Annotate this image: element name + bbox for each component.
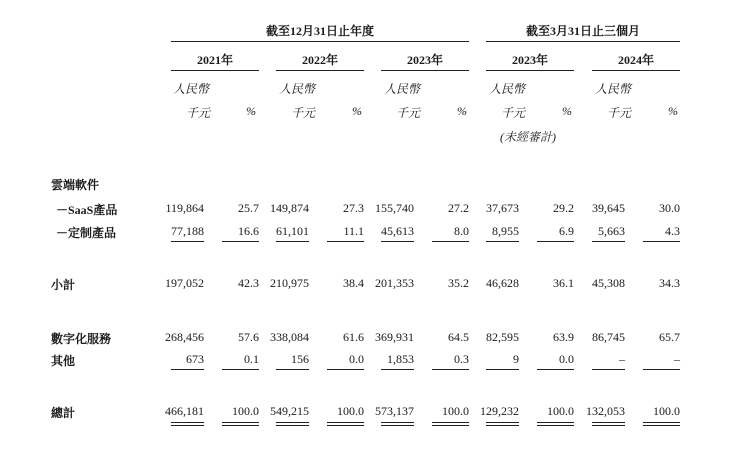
table-cell-others-2: 156: [291, 352, 309, 366]
period-header-2024-q1: 2024年: [617, 53, 654, 67]
table-cell-custom-6: 8,955: [492, 224, 519, 238]
total-rule: [276, 369, 309, 370]
table-cell-saas-3: 27.3: [343, 201, 364, 215]
row-label-cloud-software: 雲端軟件: [51, 178, 100, 192]
period-rule-2023: [381, 70, 469, 71]
table-cell-others-9: –: [674, 352, 680, 366]
table-cell-others-1: 0.1: [244, 352, 259, 366]
table-cell-digital-services-8: 86,745: [592, 330, 625, 344]
unit-thousand: 千元: [501, 106, 526, 120]
period-header-2023-q1: 2023年: [511, 53, 548, 67]
unit-currency: 人民幣: [384, 82, 421, 96]
table-cell-subtotal-4: 201,353: [375, 276, 414, 290]
row-label-custom: －定制產品: [56, 226, 117, 240]
total-double-rule: [537, 422, 574, 423]
group-header-three-months: 截至3月31日止三個月: [525, 24, 640, 38]
table-cell-saas-5: 27.2: [448, 201, 469, 215]
row-label-digital-services: 數字化服務: [51, 332, 112, 346]
period-header-2022: 2022年: [301, 53, 338, 67]
table-cell-saas-1: 25.7: [238, 201, 259, 215]
table-cell-custom-0: 77,188: [171, 224, 204, 238]
table-cell-subtotal-7: 36.1: [553, 276, 574, 290]
group-header-year-ended-rule: [171, 41, 469, 42]
table-cell-digital-services-9: 65.7: [659, 330, 680, 344]
total-double-rule: [537, 425, 574, 426]
row-label-total: 總計: [51, 406, 76, 420]
table-cell-total-4: 573,137: [375, 404, 414, 418]
row-label-others: 其他: [51, 354, 76, 368]
table-cell-total-8: 132,053: [586, 404, 625, 418]
table-cell-others-8: –: [619, 352, 625, 366]
table-cell-total-6: 129,232: [480, 404, 519, 418]
table-cell-saas-8: 39,645: [592, 201, 625, 215]
total-double-rule: [381, 422, 414, 423]
total-double-rule: [327, 422, 364, 423]
total-double-rule: [643, 425, 680, 426]
total-rule: [486, 369, 519, 370]
total-double-rule: [592, 422, 625, 423]
table-cell-others-0: 673: [186, 352, 204, 366]
total-double-rule: [327, 425, 364, 426]
subtotal-rule: [537, 241, 574, 242]
total-double-rule: [276, 425, 309, 426]
table-cell-digital-services-7: 63.9: [553, 330, 574, 344]
table-cell-others-3: 0.0: [349, 352, 364, 366]
unit-currency: 人民幣: [595, 82, 632, 96]
period-rule-2021: [171, 70, 259, 71]
unit-percent: %: [562, 104, 572, 118]
table-cell-custom-7: 6.9: [559, 224, 574, 238]
unit-percent: %: [668, 104, 678, 118]
table-cell-custom-2: 61,101: [276, 224, 309, 238]
row-label-subtotal: 小計: [51, 278, 76, 292]
table-cell-others-7: 0.0: [559, 352, 574, 366]
table-cell-total-7: 100.0: [547, 404, 574, 418]
unaudited-note: (未經審計): [500, 130, 556, 144]
subtotal-rule: [327, 241, 364, 242]
table-cell-subtotal-9: 34.3: [659, 276, 680, 290]
period-rule-2024-q1: [592, 70, 680, 71]
table-cell-custom-3: 11.1: [343, 224, 364, 238]
table-cell-total-2: 549,215: [270, 404, 309, 418]
table-cell-total-5: 100.0: [442, 404, 469, 418]
subtotal-rule: [592, 241, 625, 242]
total-rule: [171, 369, 204, 370]
period-header-2021: 2021年: [196, 53, 233, 67]
table-cell-others-6: 9: [513, 352, 519, 366]
total-rule: [537, 369, 574, 370]
table-cell-digital-services-5: 64.5: [448, 330, 469, 344]
table-cell-subtotal-1: 42.3: [238, 276, 259, 290]
table-cell-subtotal-6: 46,628: [486, 276, 519, 290]
subtotal-rule: [171, 241, 204, 242]
unit-percent: %: [246, 104, 256, 118]
total-rule: [222, 369, 259, 370]
unit-currency: 人民幣: [489, 82, 526, 96]
table-cell-digital-services-1: 57.6: [238, 330, 259, 344]
table-cell-custom-9: 4.3: [665, 224, 680, 238]
period-rule-2022: [276, 70, 364, 71]
total-double-rule: [486, 422, 519, 423]
total-rule: [643, 369, 680, 370]
subtotal-rule: [381, 241, 414, 242]
table-cell-saas-0: 119,864: [165, 201, 204, 215]
unit-thousand: 千元: [291, 106, 316, 120]
table-cell-digital-services-3: 61.6: [343, 330, 364, 344]
unit-percent: %: [352, 104, 362, 118]
total-double-rule: [276, 422, 309, 423]
total-double-rule: [432, 422, 469, 423]
subtotal-rule: [486, 241, 519, 242]
unit-thousand: 千元: [396, 106, 421, 120]
total-double-rule: [381, 425, 414, 426]
total-double-rule: [222, 422, 259, 423]
total-double-rule: [643, 422, 680, 423]
total-rule: [592, 369, 625, 370]
table-cell-digital-services-6: 82,595: [486, 330, 519, 344]
table-cell-saas-4: 155,740: [375, 201, 414, 215]
table-cell-subtotal-2: 210,975: [270, 276, 309, 290]
table-cell-digital-services-2: 338,084: [270, 330, 309, 344]
table-cell-digital-services-4: 369,931: [375, 330, 414, 344]
period-header-2023: 2023年: [406, 53, 443, 67]
table-cell-saas-6: 37,673: [486, 201, 519, 215]
total-double-rule: [592, 425, 625, 426]
subtotal-rule: [432, 241, 469, 242]
total-rule: [327, 369, 364, 370]
table-cell-subtotal-5: 35.2: [448, 276, 469, 290]
subtotal-rule: [222, 241, 259, 242]
table-cell-digital-services-0: 268,456: [165, 330, 204, 344]
row-label-saas: －SaaS產品: [56, 203, 118, 217]
table-cell-custom-8: 5,663: [598, 224, 625, 238]
table-cell-total-3: 100.0: [337, 404, 364, 418]
unit-currency: 人民幣: [173, 82, 210, 96]
group-header-three-months-rule: [486, 41, 680, 42]
subtotal-rule: [643, 241, 680, 242]
unit-currency: 人民幣: [279, 82, 316, 96]
total-double-rule: [171, 425, 204, 426]
table-cell-custom-4: 45,613: [381, 224, 414, 238]
table-cell-total-9: 100.0: [653, 404, 680, 418]
total-double-rule: [486, 425, 519, 426]
total-double-rule: [432, 425, 469, 426]
subtotal-rule: [276, 241, 309, 242]
group-header-year-ended: 截至12月31日止年度: [265, 24, 374, 38]
table-cell-total-0: 466,181: [165, 404, 204, 418]
total-double-rule: [222, 425, 259, 426]
total-rule: [381, 369, 414, 370]
table-cell-subtotal-3: 38.4: [343, 276, 364, 290]
total-rule: [432, 369, 469, 370]
table-cell-custom-1: 16.6: [238, 224, 259, 238]
table-cell-total-1: 100.0: [232, 404, 259, 418]
table-cell-others-5: 0.3: [454, 352, 469, 366]
unit-percent: %: [457, 104, 467, 118]
table-cell-custom-5: 8.0: [454, 224, 469, 238]
unit-thousand: 千元: [607, 106, 632, 120]
period-rule-2023-q1: [486, 70, 574, 71]
table-cell-others-4: 1,853: [387, 352, 414, 366]
table-cell-saas-9: 30.0: [659, 201, 680, 215]
unit-thousand: 千元: [186, 106, 211, 120]
table-cell-subtotal-0: 197,052: [165, 276, 204, 290]
table-cell-saas-7: 29.2: [553, 201, 574, 215]
table-cell-saas-2: 149,874: [270, 201, 309, 215]
total-double-rule: [171, 422, 204, 423]
table-cell-subtotal-8: 45,308: [592, 276, 625, 290]
